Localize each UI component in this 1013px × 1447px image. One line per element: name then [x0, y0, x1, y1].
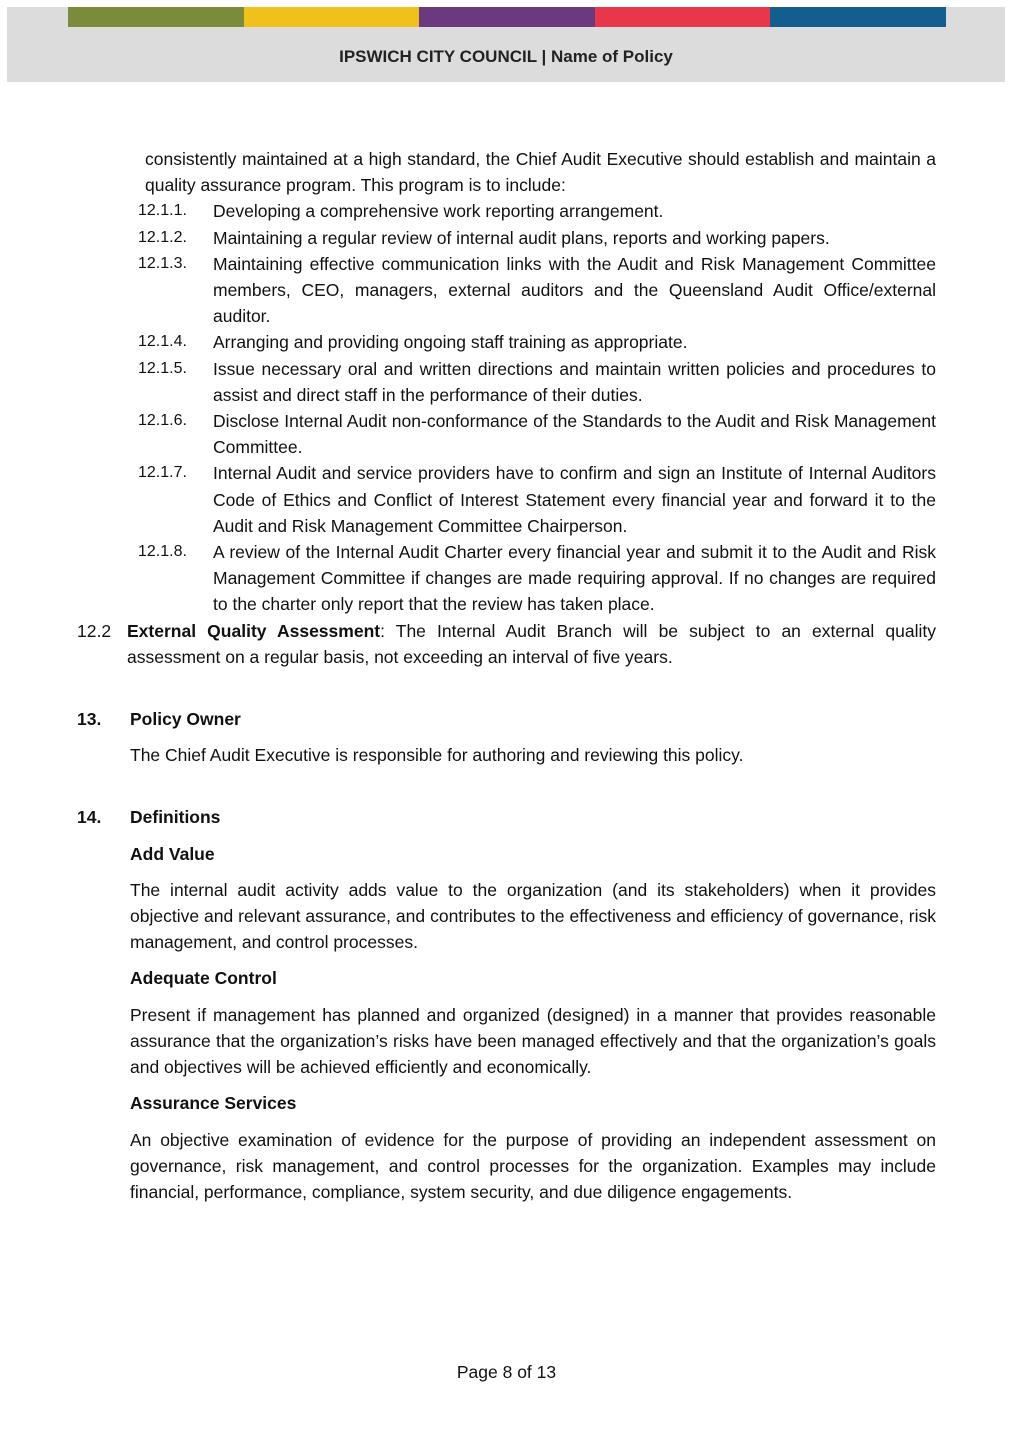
list-item-number: 12.1.6. [138, 412, 187, 430]
section-title: Policy Owner [130, 709, 241, 730]
list-item-number: 12.1.2. [138, 228, 187, 246]
list-item-text: Internal Audit and service providers have to confirm and sign an Institute of Internal Auditors Code of Ethics and Conflict of Interest Statement every financial year and forward it to the Audit and Risk Management Committee Chairperson. [213, 463, 936, 536]
external-item-text [127, 618, 936, 670]
definitions-list [130, 841, 936, 1205]
external-item-term: External Quality Assessment [127, 620, 381, 641]
list-item-text: Arranging and providing ongoing staff training as appropriate. [213, 332, 688, 353]
list-item-number: 12.1.8. [138, 543, 187, 561]
section-number: 13. [77, 709, 102, 730]
list-item-text: A review of the Internal Audit Charter every financial year and submit it to the Audit and Risk Management Committee if changes are made requiring approval. If no changes are required to the charter only report that the review has taken place. [213, 542, 936, 615]
section-title: Definitions [130, 807, 221, 828]
list-item [77, 198, 936, 224]
list-item-number: 12.1.3. [138, 254, 187, 272]
page-number: Page 8 of 13 [456, 1362, 557, 1382]
list-item-number: 12.1.1. [138, 202, 187, 220]
header-title: IPSWICH CITY COUNCIL | Name of Policy [339, 47, 673, 66]
color-bar-red [595, 7, 771, 27]
section-policy-owner [77, 706, 936, 768]
list-item-number: 12.1.5. [138, 359, 187, 377]
definition-text: Present if management has planned and organized (designed) in a manner that provides reasonable assurance that the organization’s risks have been managed effectively and that the organization’s goals and objectives will be achieved efficiently and economically. [130, 1004, 936, 1078]
section-heading [77, 706, 936, 732]
list-item-number: 12.1.7. [138, 464, 187, 482]
color-bar-blue [770, 7, 946, 27]
list-item [77, 408, 936, 460]
section-definitions [77, 804, 936, 1205]
document-body [77, 146, 936, 1205]
section-number: 14. [77, 807, 102, 828]
external-quality-assessment [77, 618, 936, 670]
definition-term: Assurance Services [130, 1093, 297, 1114]
section-heading [77, 804, 936, 830]
list-item [77, 329, 936, 355]
intro-paragraph: consistently maintained at a high standard, the Chief Audit Executive should establish and maintain a quality assurance program. This program is to include: [145, 149, 936, 196]
definition-term: Add Value [130, 843, 215, 864]
list-item [77, 460, 936, 539]
list-item [77, 539, 936, 618]
list-item-text: Maintaining a regular review of internal audit plans, reports and working papers. [213, 227, 830, 248]
quality-assurance-list [77, 198, 936, 617]
definition-text: An objective examination of evidence for the purpose of providing an independent assessment on governance, risk management, and control processes for the organization. Examples may include financial, performance, compliance, system security, and due diligence engagements. [130, 1129, 936, 1202]
list-item-text: Developing a comprehensive work reporting arrangement. [213, 201, 664, 222]
external-item-number: 12.2 [77, 620, 112, 641]
color-bar-green [68, 7, 244, 27]
color-bar-yellow [244, 7, 420, 27]
page-header [7, 7, 1005, 82]
color-bar-purple [419, 7, 595, 27]
header-color-bar [68, 7, 946, 27]
list-item-text: Disclose Internal Audit non-conformance of the Standards to the Audit and Risk Management Committee. [213, 411, 936, 458]
list-item-number: 12.1.4. [138, 333, 187, 351]
external-item-description: : The Internal Audit Branch will be subject to an external quality assessment on a regular basis, not exceeding an interval of five years. [127, 620, 936, 667]
list-item-text: Issue necessary oral and written directions and maintain written policies and procedures to assist and direct staff in the performance of their duties. [213, 358, 936, 405]
list-item [77, 356, 936, 408]
list-item [77, 225, 936, 251]
list-item [77, 251, 936, 330]
definition-text: The internal audit activity adds value to the organization (and its stakeholders) when it provides objective and relevant assurance, and contributes to the effectiveness and efficiency of governance, risk management, and control processes. [130, 879, 936, 953]
list-item-text: Maintaining effective communication links with the Audit and Risk Management Committee members, CEO, managers, external auditors and the Queensland Audit Office/external auditor. [213, 253, 936, 327]
section-paragraph: The Chief Audit Executive is responsible for authoring and reviewing this policy. [130, 745, 744, 766]
definition-term: Adequate Control [130, 968, 277, 989]
